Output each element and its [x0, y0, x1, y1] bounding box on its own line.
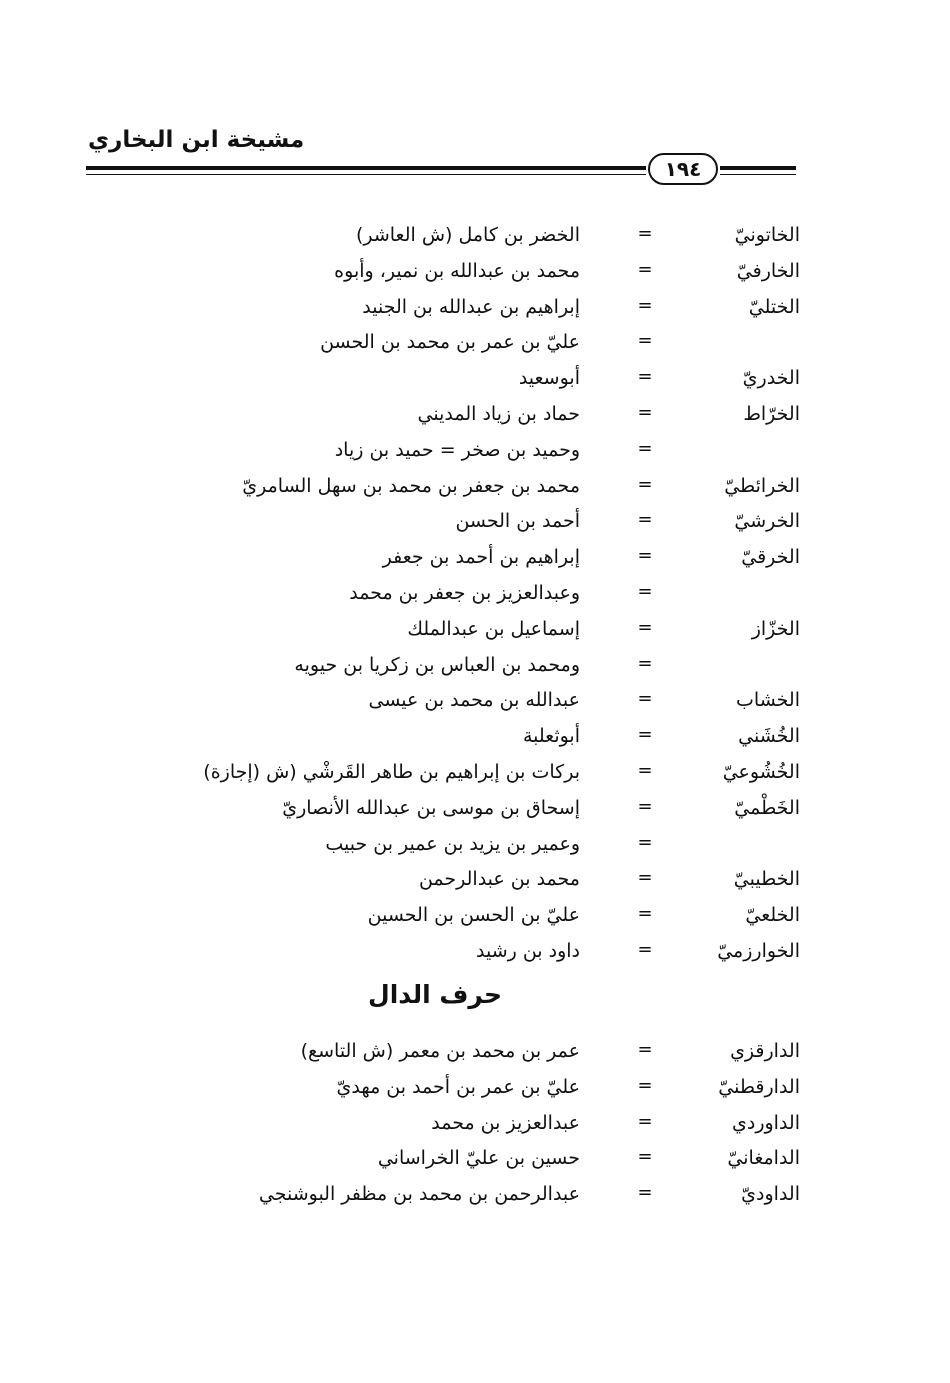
- entry-row: [0, 576, 950, 612]
- entry-row: [0, 254, 950, 290]
- person-name: عليّ بن الحسن بن الحسين: [367, 904, 580, 927]
- equals-sign: =: [637, 330, 653, 352]
- nisba: الخزّاز: [751, 617, 800, 640]
- equals-sign: =: [637, 760, 653, 781]
- equals-sign: =: [637, 688, 653, 710]
- person-name: الخضر بن كامل (ش العاشر): [355, 224, 580, 246]
- person-name: عليّ بن عمر بن محمد بن الحسن: [320, 331, 580, 354]
- nisba: الخاتونيّ: [734, 224, 800, 246]
- entry-row: [0, 791, 950, 827]
- person-name: محمد بن عبدالله بن نمير، وأبوه: [334, 259, 580, 282]
- book-title: مشيخة ابن البخاري: [88, 127, 305, 153]
- equals-sign: =: [637, 1146, 653, 1168]
- nisba: الختليّ: [748, 295, 800, 318]
- nisba: الخلعيّ: [745, 904, 800, 927]
- person-name: عبدالعزيز بن محمد: [431, 1111, 580, 1134]
- equals-sign: =: [637, 724, 653, 746]
- nisba: الخارفيّ: [736, 259, 800, 282]
- person-name: حماد بن زياد المديني: [417, 403, 580, 425]
- entry-row: [0, 1034, 950, 1070]
- nisba: الخرائطيّ: [724, 474, 800, 497]
- equals-sign: =: [637, 402, 653, 423]
- entry-row: [0, 433, 950, 469]
- equals-sign: =: [637, 509, 653, 531]
- entry-row: [0, 1177, 950, 1213]
- equals-sign: =: [637, 831, 653, 853]
- header-rule-thin: [86, 174, 646, 175]
- person-name: وعبدالعزيز بن جعفر بن محمد: [349, 582, 580, 604]
- equals-sign: =: [637, 867, 653, 889]
- person-name: إسماعيل بن عبدالملك: [407, 617, 580, 640]
- entry-row: [0, 397, 950, 433]
- entry-row: [0, 504, 950, 540]
- nisba: الخطيبيّ: [733, 868, 800, 891]
- entry-row: [0, 469, 950, 505]
- equals-sign: =: [637, 652, 653, 674]
- entry-row: [0, 648, 950, 684]
- equals-sign: =: [637, 795, 653, 817]
- section-heading-dal: حرف الدال: [368, 980, 502, 1009]
- equals-sign: =: [637, 473, 653, 495]
- equals-sign: =: [637, 437, 653, 459]
- nisba: الخشاب: [736, 689, 800, 712]
- nisba: الخَطْميّ: [734, 796, 800, 819]
- nisba: الخوارزميّ: [717, 940, 800, 962]
- nisba: الدارقزي: [730, 1040, 800, 1062]
- header-rule-thick-right: [720, 166, 796, 170]
- entry-row: [0, 862, 950, 898]
- nisba: الخرّاط: [743, 403, 800, 425]
- equals-sign: =: [637, 581, 653, 602]
- equals-sign: =: [637, 294, 653, 316]
- person-name: داود بن رشيد: [475, 940, 580, 962]
- nisba: الخرقيّ: [741, 546, 800, 569]
- page-header: [0, 0, 950, 200]
- person-name: عليّ بن عمر بن أحمد بن مهديّ: [336, 1075, 580, 1098]
- person-name: إبراهيم بن أحمد بن جعفر: [382, 546, 580, 569]
- person-name: أحمد بن الحسن: [455, 510, 580, 533]
- equals-sign: =: [637, 1074, 653, 1096]
- equals-sign: =: [637, 545, 653, 567]
- entry-row: [0, 540, 950, 576]
- page-number: ١٩٤: [648, 153, 718, 185]
- person-name: حسين بن عليّ الخراساني: [377, 1147, 580, 1170]
- entry-row: [0, 361, 950, 397]
- entry-row: [0, 218, 950, 254]
- equals-sign: =: [637, 1110, 653, 1132]
- nisba: الخُشُوعيّ: [722, 761, 800, 783]
- person-name: محمد بن جعفر بن محمد بن سهل السامريّ: [242, 474, 580, 497]
- person-name: عبدالله بن محمد بن عيسى: [368, 689, 580, 712]
- equals-sign: =: [637, 366, 653, 388]
- equals-sign: =: [637, 1039, 653, 1060]
- equals-sign: =: [637, 939, 653, 960]
- entry-row: [0, 290, 950, 326]
- nisba: الخدريّ: [742, 367, 800, 390]
- nisba: الخُشَني: [738, 725, 800, 748]
- equals-sign: =: [637, 1182, 653, 1204]
- entry-row: [0, 934, 950, 970]
- equals-sign: =: [637, 258, 653, 280]
- person-name: عبدالرحمن بن محمد بن مظفر البوشنجي: [258, 1183, 580, 1206]
- nisba: الداوديّ: [741, 1183, 800, 1206]
- entry-row: [0, 898, 950, 934]
- entry-row: [0, 1070, 950, 1106]
- person-name: أبوسعيد: [518, 367, 580, 390]
- person-name: إبراهيم بن عبدالله بن الجنيد: [362, 295, 580, 318]
- entry-row: [0, 719, 950, 755]
- person-name: محمد بن عبدالرحمن: [418, 868, 580, 891]
- nisba: الخرشيّ: [734, 510, 800, 533]
- entry-row: [0, 827, 950, 863]
- equals-sign: =: [637, 223, 653, 244]
- nisba: الدامغانيّ: [727, 1147, 800, 1170]
- person-name: أبوثعلبة: [522, 725, 580, 748]
- person-name: وحميد بن صخر = حميد بن زياد: [334, 438, 580, 461]
- person-name: بركات بن إبراهيم بن طاهر القَرشْي (ش (إجازة): [203, 761, 580, 783]
- header-rule-thick: [86, 166, 646, 170]
- entry-row: [0, 325, 950, 361]
- nisba: الداوردي: [731, 1111, 800, 1134]
- entry-row: [0, 1141, 950, 1177]
- entry-row: [0, 755, 950, 791]
- nisba: الدارقطنيّ: [718, 1075, 800, 1098]
- header-rule-thin-right: [720, 174, 796, 175]
- person-name: وعمير بن يزيد بن عمير بن حبيب: [325, 832, 580, 855]
- person-name: عمر بن محمد بن معمر (ش التاسع): [300, 1040, 580, 1062]
- person-name: إسحاق بن موسى بن عبدالله الأنصاريّ: [282, 796, 580, 819]
- entry-row: [0, 1106, 950, 1142]
- equals-sign: =: [637, 903, 653, 925]
- entry-row: [0, 612, 950, 648]
- equals-sign: =: [637, 616, 653, 638]
- entry-row: [0, 683, 950, 719]
- person-name: ومحمد بن العباس بن زكريا بن حيويه: [294, 653, 580, 676]
